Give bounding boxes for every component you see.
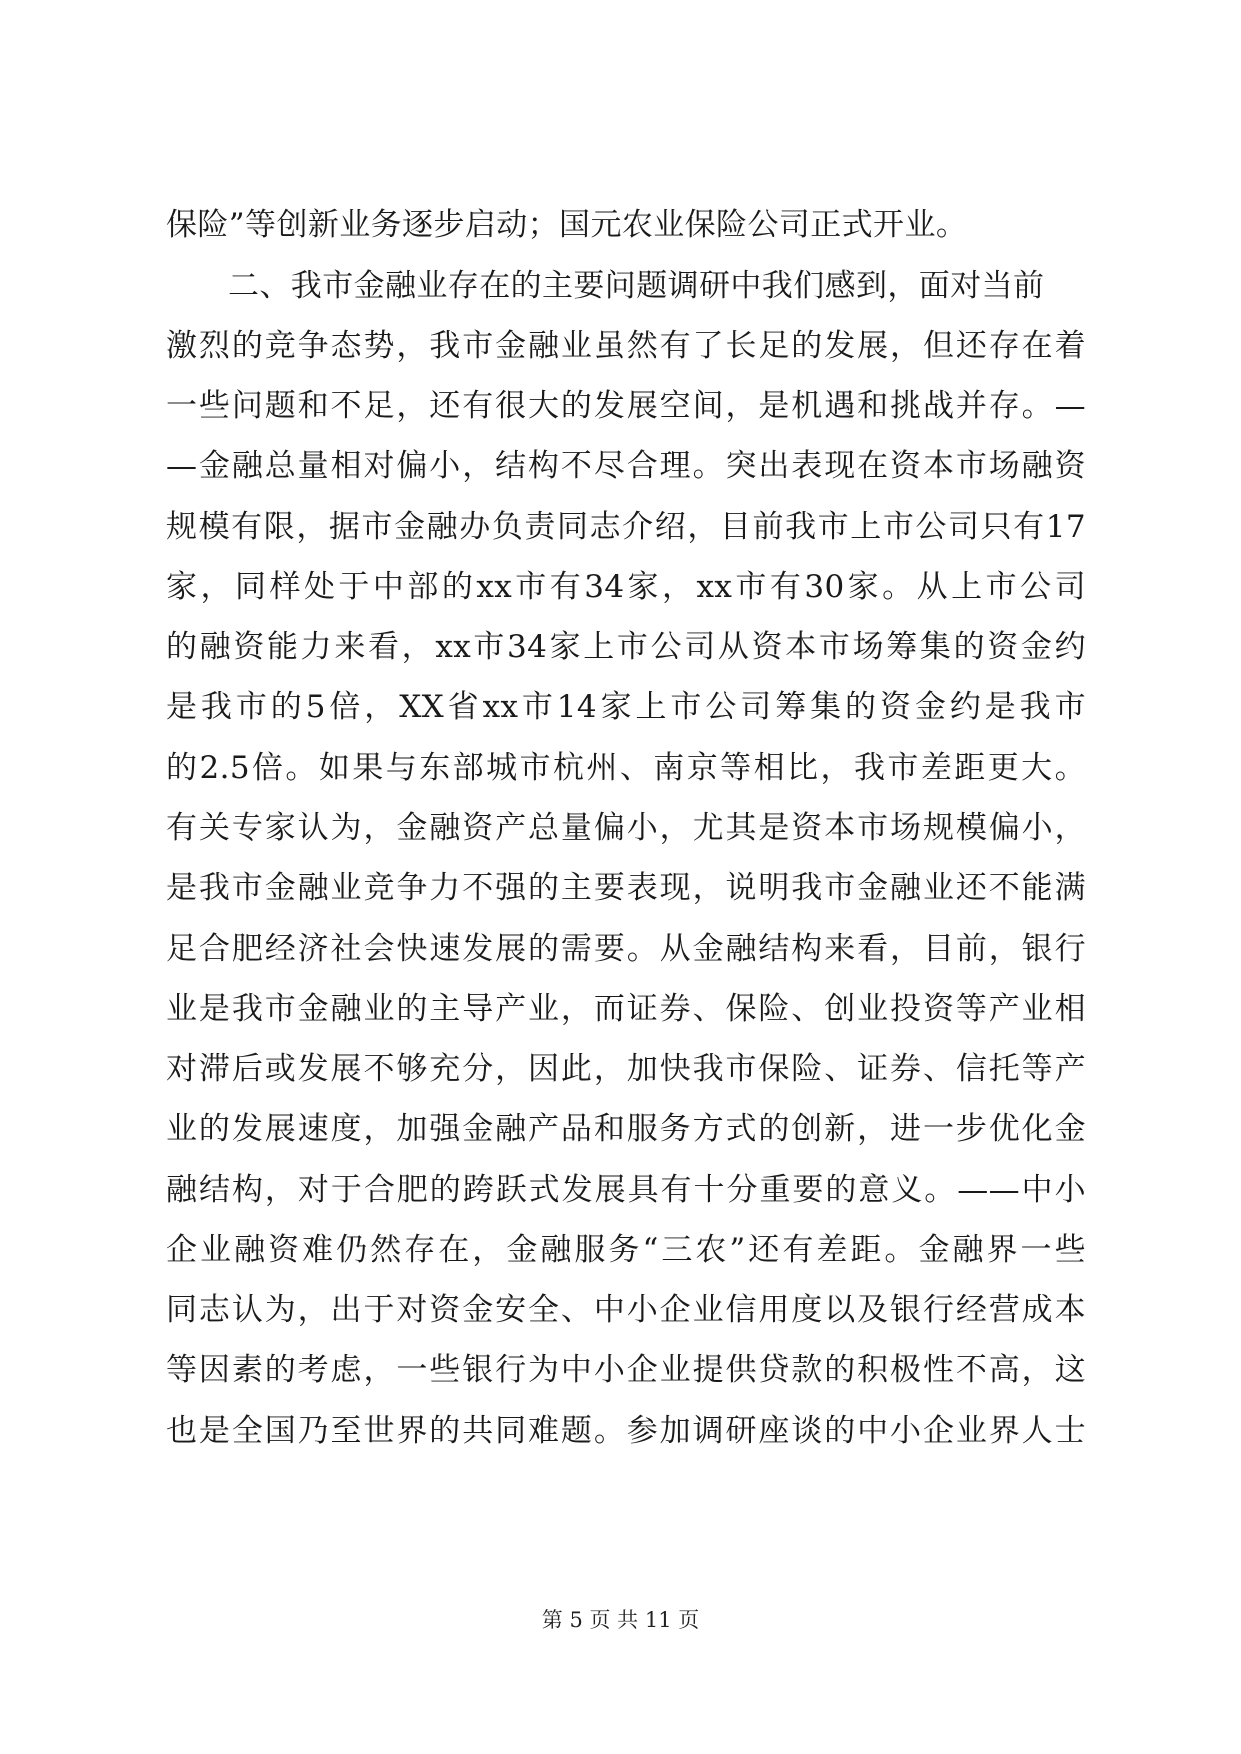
text-line: 有关专家认为，金融资产总量偏小，尤其是资本市场规模偏小， xyxy=(166,810,1086,846)
text-line: 足合肥经济社会快速发展的需要。从金融结构来看，目前，银行 xyxy=(166,931,1086,967)
text-line: 保险”等创新业务逐步启动；国元农业保险公司正式开业。 xyxy=(166,207,968,243)
text-line: —金融总量相对偏小，结构不尽合理。突出表现在资本市场融资 xyxy=(166,448,1086,484)
text-line: 业是我市金融业的主导产业，而证券、保险、创业投资等产业相 xyxy=(166,991,1086,1027)
text-line: 的2.5倍。如果与东部城市杭州、南京等相比，我市差距更大。 xyxy=(166,750,1086,786)
text-line: 是我市的5倍，XX省xx市14家上市公司筹集的资金约是我市 xyxy=(166,689,1086,725)
text-line: 对滞后或发展不够充分，因此，加快我市保险、证券、信托等产 xyxy=(166,1051,1086,1087)
text-line: 规模有限，据市金融办负责同志介绍，目前我市上市公司只有17 xyxy=(166,509,1086,545)
text-line: 一些问题和不足，还有很大的发展空间，是机遇和挑战并存。— xyxy=(166,388,1086,424)
text-line: 是我市金融业竞争力不强的主要表现，说明我市金融业还不能满 xyxy=(166,870,1086,906)
text-line: 同志认为，出于对资金安全、中小企业信用度以及银行经营成本 xyxy=(166,1292,1086,1328)
text-line: 业的发展速度，加强金融产品和服务方式的创新，进一步优化金 xyxy=(166,1111,1086,1147)
paragraph-first-line: 二、我市金融业存在的主要问题调研中我们感到，面对当前 xyxy=(228,268,1045,304)
text-line: 家，同样处于中部的xx市有34家，xx市有30家。从上市公司 xyxy=(166,569,1086,605)
text-line: 的融资能力来看，xx市34家上市公司从资本市场筹集的资金约 xyxy=(166,629,1086,665)
text-line: 融结构，对于合肥的跨跃式发展具有十分重要的意义。——中小 xyxy=(166,1172,1086,1208)
text-line: 等因素的考虑，一些银行为中小企业提供贷款的积极性不高，这 xyxy=(166,1352,1086,1388)
text-line: 也是全国乃至世界的共同难题。参加调研座谈的中小企业界人士 xyxy=(166,1413,1086,1449)
text-line: 企业融资难仍然存在，金融服务“三农”还有差距。金融界一些 xyxy=(166,1232,1086,1268)
page-number-footer: 第 5 页 共 11 页 xyxy=(541,1608,700,1632)
text-line: 激烈的竞争态势，我市金融业虽然有了长足的发展，但还存在着 xyxy=(166,328,1086,364)
